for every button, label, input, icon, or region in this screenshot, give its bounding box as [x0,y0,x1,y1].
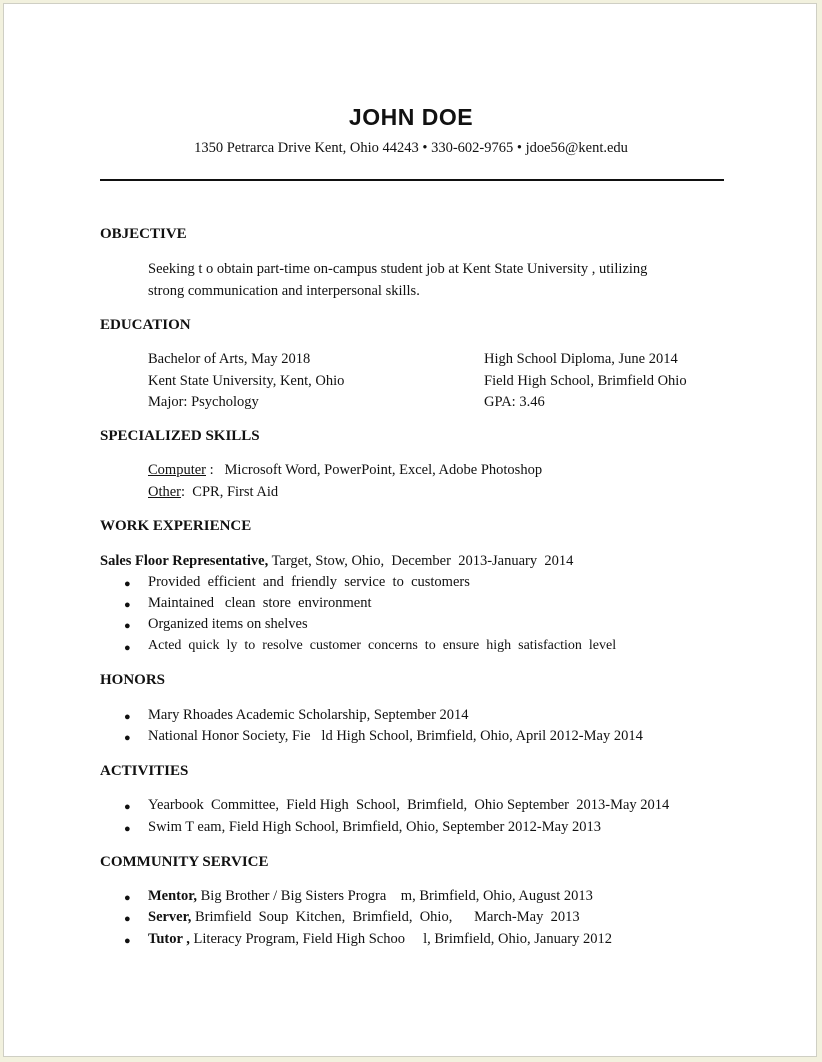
resume-name: JOHN DOE [348,104,474,130]
work-bullet-3: Organized items on shelves [148,616,308,632]
skills-computer [148,462,542,479]
bullet-icon: ● [124,620,131,632]
community-detail: Big Brother / Big Sisters Progra m, Brimfield, Ohio, August 2013 [197,888,593,904]
education-school: Kent State University, Kent, Ohio [148,373,345,389]
skills-computer-sep: : [206,462,225,478]
skills-other [148,484,278,501]
objective-line-1: Seeking t o obtain part-time on-campus student job at Kent State University , utilizing [148,261,648,277]
activities-heading: ACTIVITIES [100,763,189,779]
objective-heading: OBJECTIVE [100,226,187,242]
header-divider [100,179,724,181]
skills-other-value: CPR, First Aid [192,484,279,500]
work-employer: Target, Stow, Ohio, December 2013-January 2014 [268,553,574,569]
bullet-icon: ● [124,913,131,925]
skills-computer-label: Computer [148,462,206,478]
bullet-icon: ● [124,801,131,813]
honors-heading: HONORS [100,672,166,688]
community-item-3 [148,931,612,948]
bullet-icon: ● [124,823,131,835]
community-item-2 [148,909,580,926]
contact-line: 1350 Petrarca Drive Kent, Ohio 44243 • 330-602-9765 • jdoe56@kent.edu [194,140,628,156]
hs-diploma: High School Diploma, June 2014 [484,351,678,367]
work-bullet-4: Acted quick ly to resolve customer concerns to ensure high satisfaction level [148,638,617,653]
education-heading: EDUCATION [100,317,191,333]
bullet-icon: ● [124,642,131,654]
hs-school: Field High School, Brimfield Ohio [484,373,687,389]
bullet-icon: ● [124,732,131,744]
skills-other-label: Other [148,484,182,500]
honors-bullet-2: National Honor Society, Fie ld High School, Brimfield, Ohio, April 2012-May 2014 [148,728,643,744]
bullet-icon: ● [124,599,131,611]
bullet-icon: ● [124,711,131,723]
work-heading: WORK EXPERIENCE [100,518,252,534]
work-title-line [100,553,573,570]
work-title: Sales Floor Representative, [100,553,269,569]
bullet-icon: ● [124,578,131,590]
skills-heading: SPECIALIZED SKILLS [100,428,260,444]
skills-computer-value: Microsoft Word, PowerPoint, Excel, Adobe Photoshop [224,462,543,478]
resume-page [3,3,817,1057]
work-bullet-1: Provided efficient and friendly service to customers [148,574,470,590]
community-role: Tutor , [148,931,190,947]
community-role: Mentor, [148,888,197,904]
work-bullet-2: Maintained clean store environment [148,595,372,611]
activities-bullet-2: Swim T eam, Field High School, Brimfield, Ohio, September 2012-May 2013 [148,819,601,835]
objective-line-2: strong communication and interpersonal skills. [148,283,420,299]
education-degree: Bachelor of Arts, May 2018 [148,351,311,367]
community-detail: Brimfield Soup Kitchen, Brimfield, Ohio, March-May 2013 [191,909,580,925]
bullet-icon: ● [124,892,131,904]
activities-bullet-1: Yearbook Committee, Field High School, Brimfield, Ohio September 2013-May 2014 [148,797,670,813]
community-detail: Literacy Program, Field High Schoo l, Brimfield, Ohio, January 2012 [189,931,612,947]
community-item-1 [148,888,593,905]
community-heading: COMMUNITY SERVICE [100,854,269,870]
skills-other-sep: : [181,484,193,500]
education-major: Major: Psychology [148,394,259,410]
honors-bullet-1: Mary Rhoades Academic Scholarship, September 2014 [148,707,469,723]
hs-gpa: GPA: 3.46 [484,394,545,410]
community-role: Server, [148,909,192,925]
bullet-icon: ● [124,935,131,947]
